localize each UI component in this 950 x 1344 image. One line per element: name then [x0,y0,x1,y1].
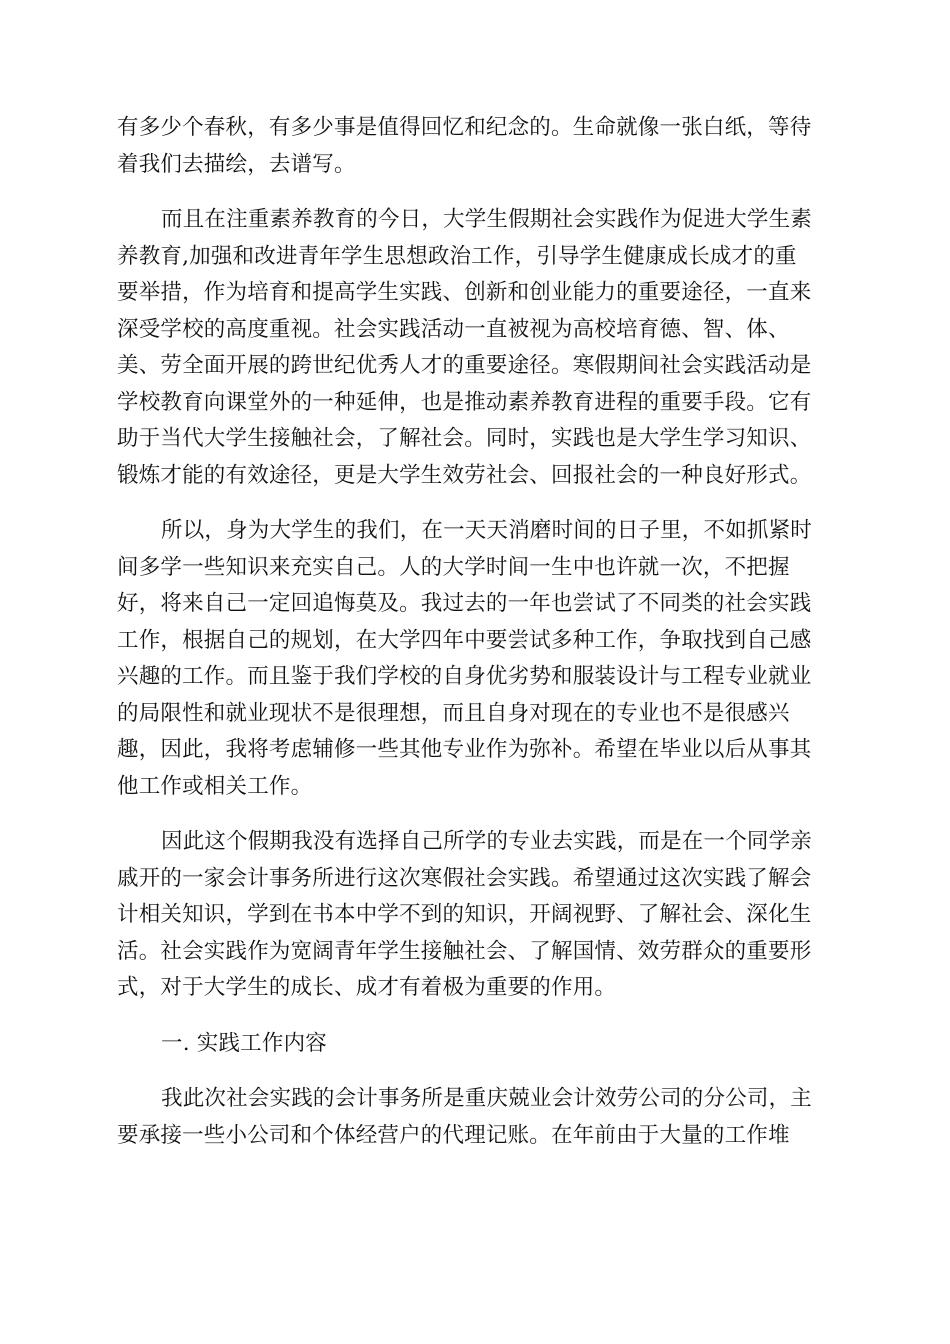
text-line: 兴趣的工作。而且鉴于我们学校的自身优劣势和服装设计与工程专业就业 [117,664,812,689]
text-line: 间多学一些知识来充实自己。人的大学时间一生中也许就一次，不把握 [117,554,790,580]
text-line: 而且在注重素养教育的今日，大学生假期社会实践作为促进大学生素 [161,207,813,232]
text-line: 戚开的一家会计事务所进行这次寒假社会实践。希望通过这次实践了解会 [117,865,812,891]
text-line: 助于当代大学生接触社会，了解社会。同时，实践也是大学生学习知识、 [117,426,812,451]
paragraph-3 [117,513,833,805]
text-line: 深受学校的高度重视。社会实践活动一直被视为高校培育德、智、体、 [117,316,790,342]
paragraph-4 [117,824,833,1007]
section-heading-text: 一. 实践工作内容 [161,1030,327,1056]
paragraph-1 [117,110,833,183]
text-line: 他工作或相关工作。 [117,773,313,799]
text-line: 的局限性和就业现状不是很理想，而且自身对现在的专业也不是很感兴 [117,700,790,726]
text-line: 工作，根据自己的规划，在大学四年中要尝试多种工作，争取找到自己感 [117,627,812,653]
text-line: 养教育,加强和改进青年学生思想政治工作，引导学生健康成长成才的重 [117,243,797,269]
text-line: 计相关知识，学到在书本中学不到的知识，开阔视野、了解社会、深化生 [117,902,812,927]
document-body [117,110,833,1154]
text-line: 锻炼才能的有效途径，更是大学生效劳社会、回报社会的一种良好形式。 [117,462,812,488]
text-line: 活。社会实践作为宽阔青年学生接触社会、了解国情、效劳群众的重要形 [117,938,812,964]
text-line: 美、劳全面开展的跨世纪优秀人才的重要途径。寒假期间社会实践活动是 [117,353,812,378]
section-heading [117,1026,833,1063]
text-line: 所以，身为大学生的我们，在一天天消磨时间的日子里，不如抓紧时 [161,518,813,543]
paragraph-5 [117,1081,833,1154]
text-line: 有多少个春秋，有多少事是值得回忆和纪念的。生命就像一张白纸，等待 [117,115,812,140]
text-line: 学校教育向课堂外的一种延伸，也是推动素养教育进程的重要手段。它有 [117,389,812,415]
text-line: 趣，因此，我将考虑辅修一些其他专业作为弥补。希望在毕业以后从事其 [117,737,812,762]
text-line: 好，将来自己一定回追悔莫及。我过去的一年也尝试了不同类的社会实践 [117,591,812,616]
text-line: 我此次社会实践的会计事务所是重庆兢业会计效劳公司的分公司，主 [161,1086,813,1111]
text-line: 要承接一些小公司和个体经营户的代理记账。在年前由于大量的工作堆 [117,1122,790,1148]
text-line: 着我们去描绘，去谱写。 [117,151,356,177]
paragraph-2 [117,202,833,494]
text-line: 因此这个假期我没有选择自己所学的专业去实践，而是在一个同学亲 [161,829,813,854]
text-line: 式，对于大学生的成长、成才有着极为重要的作用。 [117,975,617,1000]
text-line: 要举措，作为培育和提高学生实践、创新和创业能力的重要途径，一直来 [117,280,812,305]
